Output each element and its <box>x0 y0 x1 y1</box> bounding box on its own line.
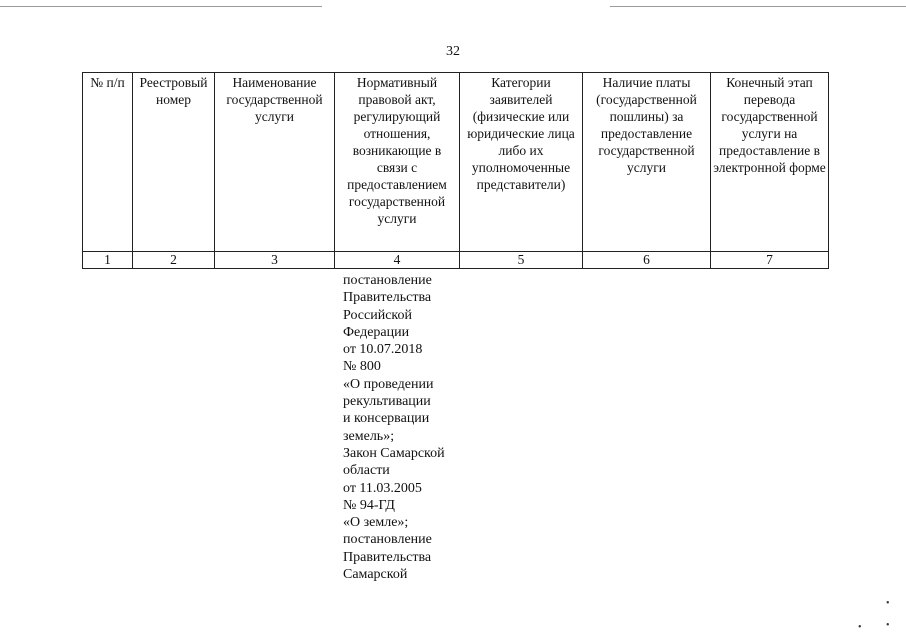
column-number-cell: 5 <box>460 252 583 269</box>
table-header-row <box>83 73 829 252</box>
header-cell-legal-act: Нормативный правовой акт, регулирующий отношения, возникающие в связи с предоставлением государственной услуги <box>335 73 460 252</box>
header-cell-applicant-categories: Категории заявителей (физические или юридические лица либо их уполномоченные представители) <box>460 73 583 252</box>
column-number-cell: 3 <box>215 252 335 269</box>
scan-speck: • <box>858 622 862 633</box>
column-number-cell: 7 <box>711 252 829 269</box>
column-number-cell: 1 <box>83 252 133 269</box>
column-number-cell: 4 <box>335 252 460 269</box>
page-number: 32 <box>446 44 460 59</box>
header-cell-final-stage: Конечный этап перевода государственной услуги на предоставление в электронной форме <box>711 73 829 252</box>
scan-speck: • <box>886 598 890 609</box>
column-number-cell: 2 <box>133 252 215 269</box>
column-numbers-row <box>83 252 829 269</box>
services-registry-table <box>82 72 829 269</box>
header-cell-index: № п/п <box>83 73 133 252</box>
legal-act-continuation-text: постановление Правительства Российской Федерации от 10.07.2018 № 800 «О проведении рекультивации и консервации земель»; Закон Самарской области от 11.03.2005 № 94-ГД «О земле»; постановление Правительства Самарской <box>343 273 445 583</box>
header-cell-registry-number: Реестровый номер <box>133 73 215 252</box>
header-cell-fee: Наличие платы (государственной пошлины) за предоставление государственной услуги <box>583 73 711 252</box>
header-cell-service-name: Наименование государственной услуги <box>215 73 335 252</box>
scan-speck: • <box>886 620 890 631</box>
column-number-cell: 6 <box>583 252 711 269</box>
scan-top-border-left <box>0 6 322 7</box>
scan-top-border-right <box>610 6 906 7</box>
